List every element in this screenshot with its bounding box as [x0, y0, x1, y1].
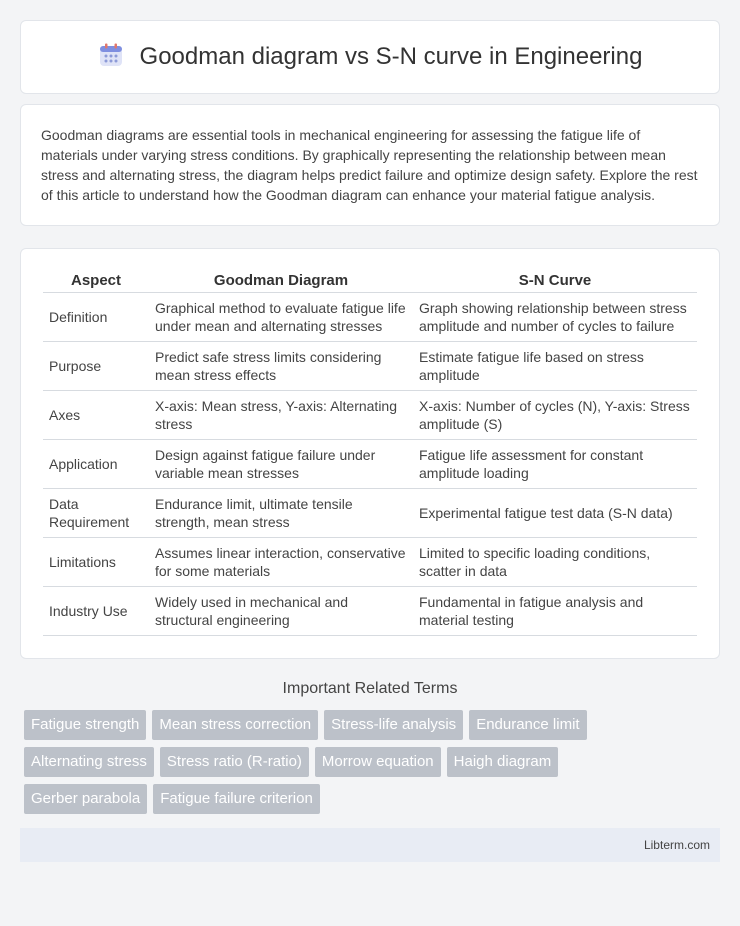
table-row	[43, 538, 697, 587]
table-row	[43, 342, 697, 391]
intro-text: Goodman diagrams are essential tools in mechanical engineering for assessing the fatigue life of materials under varying stress conditions. By graphically representing the relationship between mean stress and alternating stress, the diagram helps predict failure and optimize design safety. Explore the rest of this article to understand how the Goodman diagram can enhance your material fatigue analysis.	[41, 127, 698, 203]
table-row	[43, 489, 697, 538]
cell-goodman: Assumes linear interaction, conservative for some materials	[149, 538, 413, 587]
cell-goodman: Design against fatigue failure under variable mean stresses	[149, 440, 413, 489]
term-tag[interactable]: Stress ratio (R-ratio)	[160, 747, 309, 777]
cell-sn: Fatigue life assessment for constant amplitude loading	[413, 440, 697, 489]
table-row	[43, 391, 697, 440]
cell-goodman: X-axis: Mean stress, Y-axis: Alternating stress	[149, 391, 413, 440]
related-terms-title: Important Related Terms	[282, 680, 458, 697]
cell-aspect: Purpose	[43, 342, 149, 391]
cell-aspect: Definition	[43, 293, 149, 342]
table-header-row	[43, 271, 697, 293]
cell-sn: Graph showing relationship between stress amplitude and number of cycles to failure	[413, 293, 697, 342]
term-tag[interactable]: Fatigue strength	[24, 710, 146, 740]
cell-aspect: Limitations	[43, 538, 149, 587]
cell-goodman: Widely used in mechanical and structural engineering	[149, 587, 413, 636]
cell-sn: Experimental fatigue test data (S-N data)	[413, 489, 697, 538]
table-row	[43, 440, 697, 489]
column-header-sn: S-N Curve	[413, 271, 697, 293]
calendar-icon	[98, 42, 124, 73]
cell-sn: Limited to specific loading conditions, scatter in data	[413, 538, 697, 587]
cell-sn: Estimate fatigue life based on stress amplitude	[413, 342, 697, 391]
related-terms-list	[20, 710, 660, 814]
term-tag[interactable]: Fatigue failure criterion	[153, 784, 320, 814]
page-footer	[20, 828, 720, 862]
cell-goodman: Endurance limit, ultimate tensile strength, mean stress	[149, 489, 413, 538]
comparison-table	[43, 271, 697, 636]
footer-site-link[interactable]: Libterm.com	[643, 838, 710, 852]
cell-sn: X-axis: Number of cycles (N), Y-axis: Stress amplitude (S)	[413, 391, 697, 440]
column-header-goodman: Goodman Diagram	[149, 271, 413, 293]
term-tag[interactable]: Alternating stress	[24, 747, 154, 777]
term-tag[interactable]: Morrow equation	[315, 747, 441, 777]
term-tag[interactable]: Mean stress correction	[152, 710, 318, 740]
cell-goodman: Graphical method to evaluate fatigue life under mean and alternating stresses	[149, 293, 413, 342]
cell-aspect: Axes	[43, 391, 149, 440]
term-tag[interactable]: Stress-life analysis	[324, 710, 463, 740]
table-row	[43, 587, 697, 636]
table-row	[43, 293, 697, 342]
intro-section	[20, 104, 720, 226]
column-header-aspect: Aspect	[43, 271, 149, 293]
cell-sn: Fundamental in fatigue analysis and material testing	[413, 587, 697, 636]
cell-aspect: Application	[43, 440, 149, 489]
term-tag[interactable]: Endurance limit	[469, 710, 586, 740]
term-tag[interactable]: Gerber parabola	[24, 784, 147, 814]
comparison-table-card	[20, 248, 720, 659]
cell-aspect: Data Requirement	[43, 489, 149, 538]
cell-goodman: Predict safe stress limits considering mean stress effects	[149, 342, 413, 391]
page-header	[20, 20, 720, 94]
term-tag[interactable]: Haigh diagram	[447, 747, 559, 777]
cell-aspect: Industry Use	[43, 587, 149, 636]
page-title: Goodman diagram vs S-N curve in Engineering	[139, 43, 643, 70]
